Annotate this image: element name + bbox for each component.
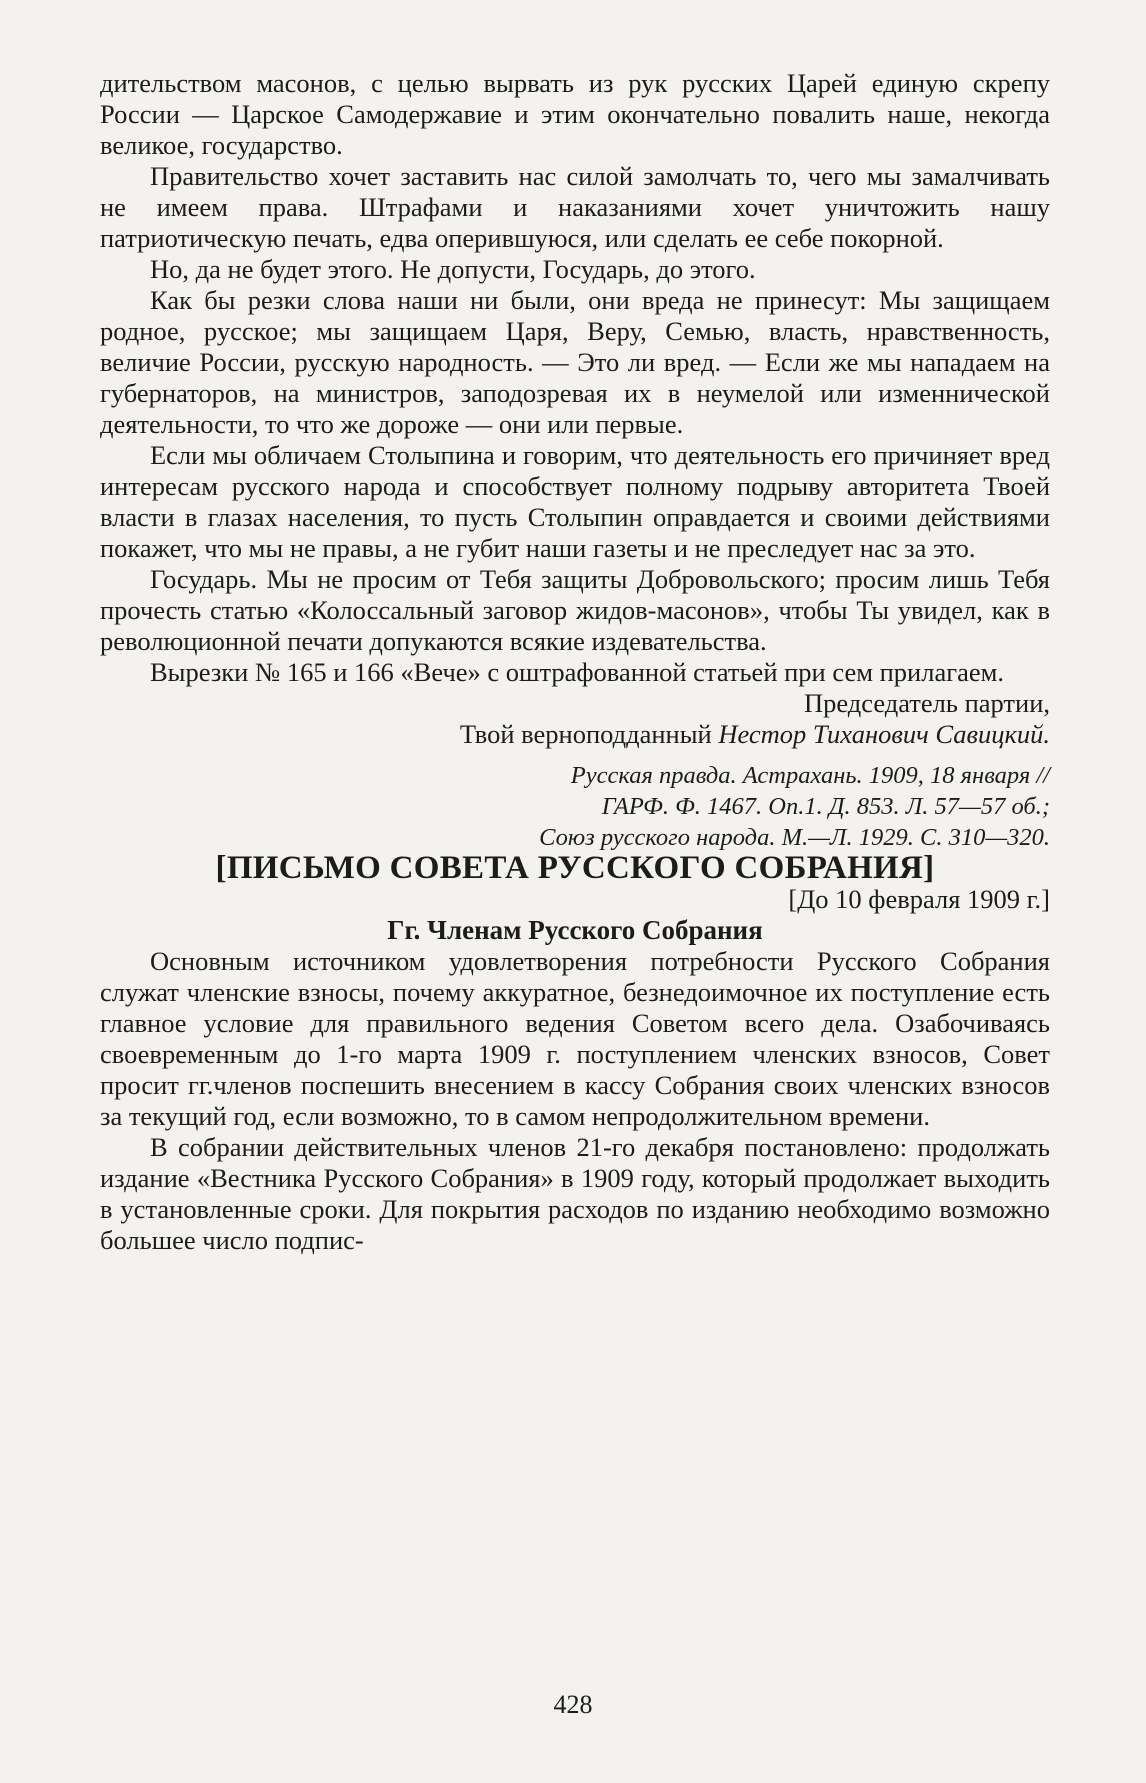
paragraph-continued: дительством масонов, с целью вырвать из рук русских Царей единую скрепу России — Царское Самодержавие и этим окончательно повалить наше, некогда великое, государство. xyxy=(100,68,1050,160)
source-line: Союз русского народа. М.—Л. 1929. С. 310—320. xyxy=(539,824,1050,851)
paragraph: Вырезки № 165 и 166 «Вече» с оштрафованной статьей при сем прилагаем. xyxy=(150,657,1004,687)
source-line: ГАРФ. Ф. 1467. Оп.1. Д. 853. Л. 57—57 об.; xyxy=(601,793,1050,820)
signature-prefix: Твой верноподданный xyxy=(459,719,719,749)
section-addressee: Гг. Членам Русского Собрания xyxy=(387,915,763,945)
signature-title: Председатель партии, xyxy=(803,688,1050,718)
paragraph: Но, да не будет этого. Не допусти, Государь, до этого. xyxy=(150,254,756,284)
page-number: 428 xyxy=(553,1690,593,1719)
section-date: [До 10 февраля 1909 г.] xyxy=(788,884,1050,914)
section-title: [ПИСЬМО СОВЕТА РУССКОГО СОБРАНИЯ] xyxy=(215,850,935,886)
source-line: Русская правда. Астрахань. 1909, 18 января // xyxy=(570,762,1050,789)
page-content xyxy=(100,68,1050,1256)
paragraph: Основным источником удовлетворения потребности Русского Собрания служат членские взносы, почему аккуратное, безнедоимочное их поступление есть главное условие для правильного ведения Советом всего дела. Озабочиваясь своевременным до 1-го марта 1909 г. поступлением членских взносов, Совет просит гг.членов поспешить внесением в кассу Собрания своих членских взносов за текущий год, если возможно, то в самом непродолжительном времени. xyxy=(100,946,1050,1131)
signature-line xyxy=(100,719,1050,750)
paragraph: Правительство хочет заставить нас силой замолчать то, чего мы замалчивать не имеем права. Штрафами и наказаниями хочет уничтожить нашу патриотическую печать, едва оперившуюся, или сделать ее себе покорной. xyxy=(100,161,1050,253)
paragraph: Если мы обличаем Столыпина и говорим, что деятельность его причиняет вред интересам русского народа и способствует полному подрыву авторитета Твоей власти в глазах населения, то пусть Столыпин оправдается и своими действиями покажет, что мы не правы, а не губит наши газеты и не преследует нас за это. xyxy=(100,440,1050,563)
paragraph: В собрании действительных членов 21-го декабря постановлено: продолжать издание «Вестника Русского Собрания» в 1909 году, который продолжает выходить в установленные сроки. Для покрытия расходов по изданию необходимо возможно большее число подпис- xyxy=(100,1132,1050,1255)
signature-name: Нестор Тиханович Савицкий. xyxy=(718,719,1050,749)
source-citations xyxy=(100,760,1050,853)
paragraph: Как бы резки слова наши ни были, они вреда не принесут: Мы защищаем родное, русское; мы защищаем Царя, Веру, Семью, власть, нравственность, величие России, русскую народность. — Это ли вред. — Если же мы нападаем на губернаторов, на министров, заподозревая их в неумелой или изменнической деятельности, то что же дороже — они или первые. xyxy=(100,285,1050,439)
paragraph: Государь. Мы не просим от Тебя защиты Добровольского; просим лишь Тебя прочесть статью «Колоссальный заговор жидов-масонов», чтобы Ты увидел, как в революционной печати допукаются всякие издевательства. xyxy=(100,564,1050,656)
